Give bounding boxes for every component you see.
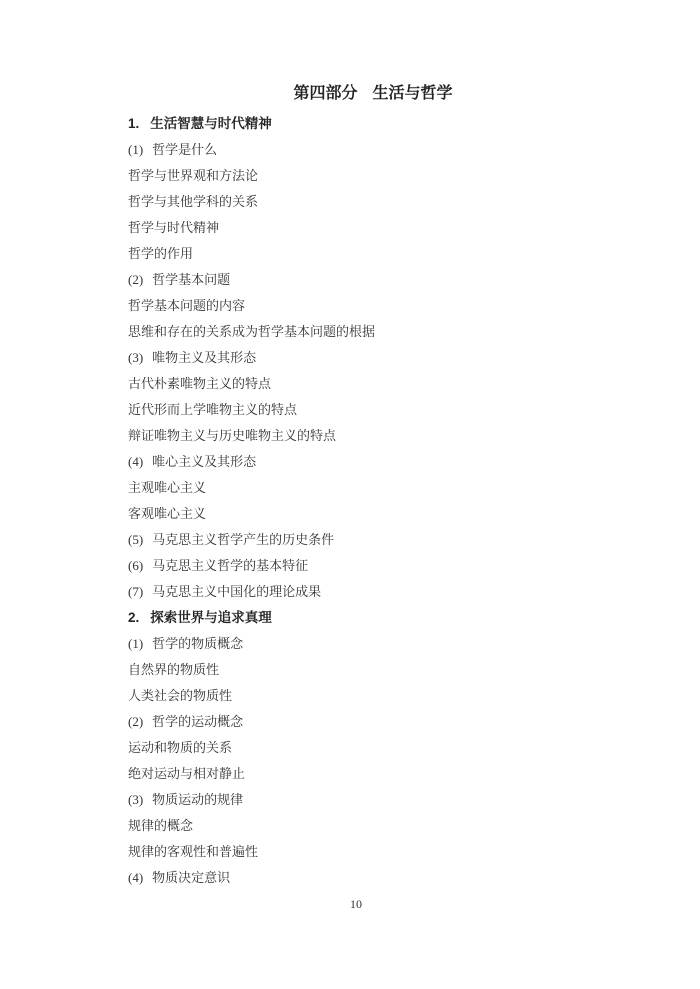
outline-entry [128,423,640,449]
entry-text: 规律的客观性和普遍性 [128,844,259,859]
entry-text: 辩证唯物主义与历史唯物主义的特点 [128,428,337,443]
entry-text: 哲学与世界观和方法论 [128,168,259,183]
entry-text: 人类社会的物质性 [128,688,233,703]
entry-text: 哲学是什么 [152,142,218,157]
entry-text: 物质决定意识 [152,870,231,885]
section-heading-marker: 2. [128,610,140,625]
entry-marker: (4) [128,870,144,885]
entry-marker: (4) [128,454,144,469]
entry-text: 运动和物质的关系 [128,740,233,755]
entry-text: 哲学的物质概念 [152,636,244,651]
section-heading-marker: 1. [128,116,140,131]
section-heading-text: 生活智慧与时代精神 [150,116,272,131]
entry-text: 哲学的作用 [128,246,194,261]
outline-section [128,111,640,605]
page-title-name: 生活与哲学 [372,85,453,102]
outline-entry [128,293,640,319]
outline [128,111,640,891]
page-number: 10 [350,897,362,911]
outline-entry [128,839,640,865]
entry-text: 思维和存在的关系成为哲学基本问题的根据 [128,324,376,339]
page-title-part: 第四部分 [293,85,358,102]
section-entries [128,631,640,891]
outline-entry [128,215,640,241]
outline-section [128,605,640,891]
outline-entry [128,319,640,345]
outline-entry [128,761,640,787]
outline-entry [128,865,640,891]
entry-text: 主观唯心主义 [128,480,207,495]
entry-text: 马克思主义哲学的基本特征 [152,558,309,573]
entry-text: 马克思主义哲学产生的历史条件 [152,532,335,547]
outline-entry [128,683,640,709]
outline-entry [128,189,640,215]
entry-text: 客观唯心主义 [128,506,207,521]
entry-text: 近代形而上学唯物主义的特点 [128,402,298,417]
outline-entry [128,397,640,423]
entry-marker: (3) [128,792,144,807]
outline-entry [128,787,640,813]
outline-entry [128,657,640,683]
entry-marker: (2) [128,714,144,729]
outline-entry [128,501,640,527]
outline-entry [128,631,640,657]
outline-entry [128,137,640,163]
entry-text: 古代朴素唯物主义的特点 [128,376,272,391]
entry-text: 物质运动的规律 [152,792,244,807]
entry-text: 绝对运动与相对静止 [128,766,246,781]
section-heading-text: 探索世界与追求真理 [150,610,272,625]
section-heading [128,111,640,137]
entry-text: 唯物主义及其形态 [152,350,257,365]
entry-text: 哲学与时代精神 [128,220,220,235]
entry-text: 哲学与其他学科的关系 [128,194,259,209]
entry-marker: (5) [128,532,144,547]
entry-text: 马克思主义中国化的理论成果 [152,584,322,599]
entry-text: 哲学基本问题 [152,272,231,287]
outline-entry [128,241,640,267]
entry-text: 自然界的物质性 [128,662,220,677]
entry-marker: (2) [128,272,144,287]
outline-entry [128,371,640,397]
section-heading [128,605,640,631]
entry-marker: (1) [128,636,144,651]
entry-text: 哲学的运动概念 [152,714,244,729]
outline-entry [128,735,640,761]
entry-marker: (1) [128,142,144,157]
outline-entry [128,527,640,553]
section-entries [128,137,640,605]
outline-entry [128,553,640,579]
outline-entry [128,475,640,501]
entry-text: 唯心主义及其形态 [152,454,257,469]
entry-marker: (7) [128,584,144,599]
entry-text: 哲学基本问题的内容 [128,298,246,313]
outline-entry [128,709,640,735]
outline-entry [128,449,640,475]
page-title [0,84,700,104]
outline-entry [128,579,640,605]
entry-text: 规律的概念 [128,818,194,833]
entry-marker: (6) [128,558,144,573]
outline-entry [128,267,640,293]
entry-marker: (3) [128,350,144,365]
outline-entry [128,345,640,371]
outline-entry [128,813,640,839]
outline-entry [128,163,640,189]
